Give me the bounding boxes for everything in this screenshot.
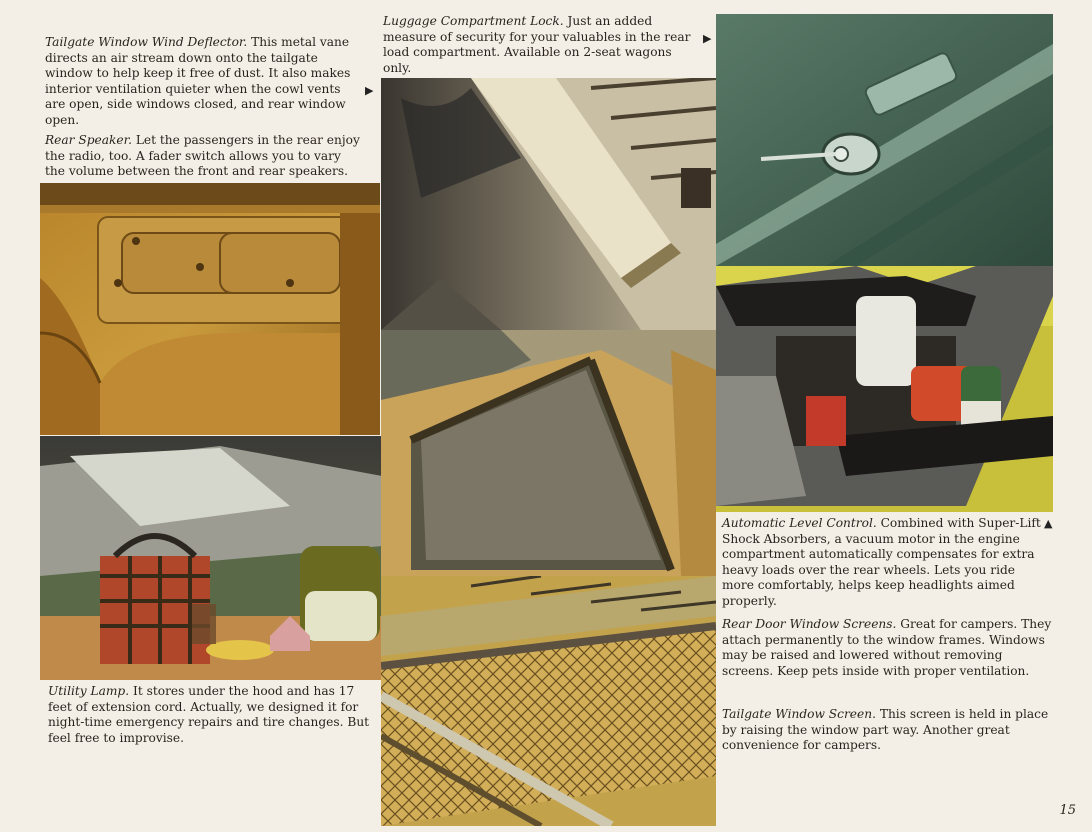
caption-level-control [722,516,1044,610]
caption-title: Luggage Compartment Lock. [383,14,564,28]
caption-title: Tailgate Window Wind Deflector. [45,35,248,49]
caption-rear-speaker [45,133,363,180]
caption-luggage-lock [383,14,701,76]
caption-body: Let the passengers in the rear enjoy the radio, too. A fader switch allows you to vary the volume between the front and rear speakers. [45,133,360,179]
caption-body: Great for campers. They attach permanently to the window frames. Windows may be raised and lowered without removing screens. Keep pets inside with proper ventilation. [722,617,1052,678]
arrow-right-icon: ▶ [703,32,712,45]
level-control-photo [716,266,1053,512]
caption-body: Combined with Super-Lift Shock Absorbers, a vacuum motor in the engine compartment automatically compensates for extra heavy loads over the rear wheels. Lets you ride more comfortably, helps keep headlights aimed properly. [722,516,1041,608]
page-number: 15 [1059,803,1076,818]
caption-door-screens [722,617,1052,679]
caption-title: Tailgate Window Screen. [722,707,876,721]
door-screen-photo [381,330,716,576]
arrow-right-icon: ▶ [365,84,374,97]
wind-deflector-photo [381,78,716,330]
caption-title: Automatic Level Control. [722,516,877,530]
caption-title: Utility Lamp. [48,684,130,698]
caption-utility-lamp [48,684,378,746]
caption-title: Rear Speaker. [45,133,132,147]
caption-body: It stores under the hood and has 17 feet of extension cord. Actually, we designed it for night-time emergency repairs and tire changes. But feel free to improvise. [48,684,370,745]
rear-speaker-photo [40,183,380,435]
caption-wind-deflector [45,35,363,129]
luggage-lock-photo [716,14,1053,266]
caption-title: Rear Door Window Screens. [722,617,897,631]
utility-lamp-photo [40,436,382,680]
caption-body: Just an added measure of security for your valuables in the rear load compartment. Available on 2-seat wagons only. [383,14,691,75]
caption-body: This screen is held in place by raising the window part way. Another great convenience for campers. [722,707,1049,753]
caption-tailgate-screen [722,707,1052,754]
arrow-up-icon: ▲ [1044,517,1053,530]
caption-body: This metal vane directs an air stream down onto the tailgate window to help keep it free of dust. It also makes interior ventilation quieter when the cowl vents are open, side windows closed, and rear window open. [45,35,351,127]
tailgate-screen-photo [381,576,716,826]
